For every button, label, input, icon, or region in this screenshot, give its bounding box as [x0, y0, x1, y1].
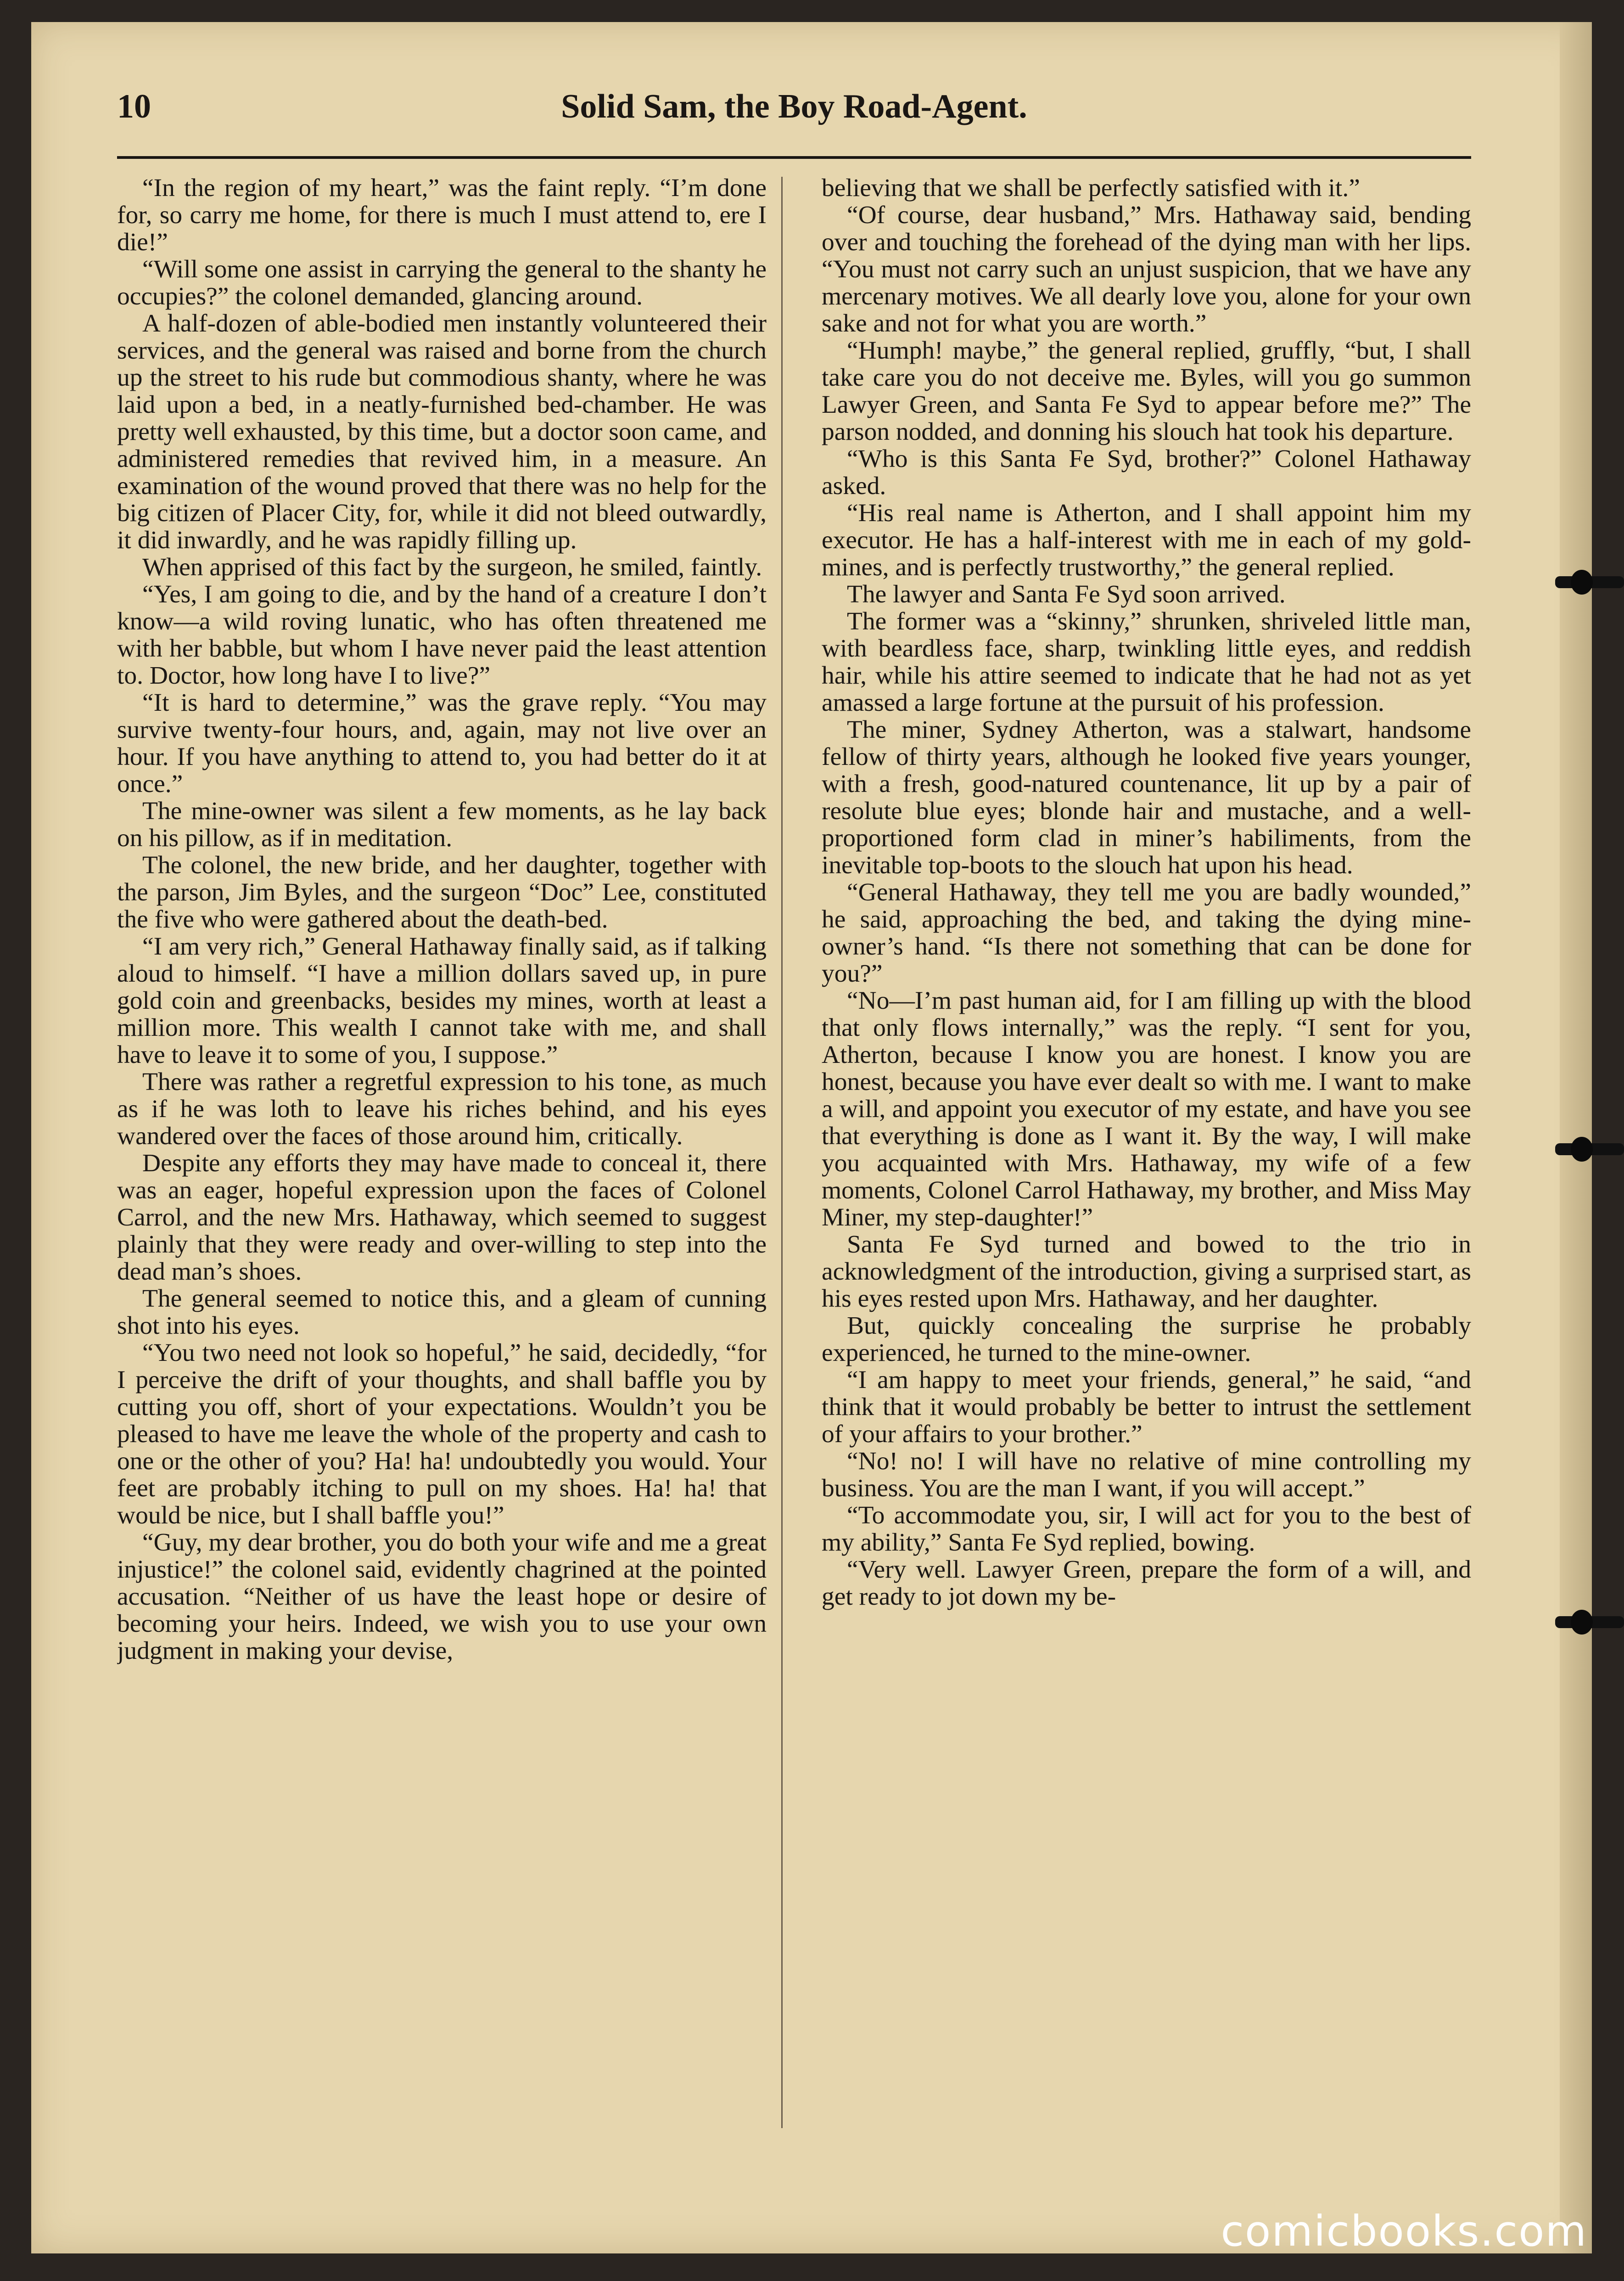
paragraph: “You two need not look so hopeful,” he said, decidedly, “for I perceive the drift of your thoughts, and shall baffle you by cutting you off, short of your expectations. Wouldn’t you be pleased to have me leave the whole of the property and cash to one or the other of you? Ha! ha! undoubtedly you would. Your feet are probably itching to pull on my shoes. Ha! ha! that would be nice, but I shall baffle you!”	[117, 1339, 767, 1529]
page-header	[117, 87, 1471, 147]
paragraph: “To accommodate you, sir, I will act for you to the best of my ability,” Santa Fe Syd replied, bowing.	[822, 1501, 1471, 1556]
paragraph: “No! no! I will have no relative of mine controlling my business. You are the man I want, if you will accept.”	[822, 1447, 1471, 1502]
paragraph: “I am happy to meet your friends, general,” he said, “and think that it would probably be better to intrust the settlement of your affairs to your brother.”	[822, 1366, 1471, 1448]
paragraph: “Guy, my dear brother, you do both your wife and me a great injustice!” the colonel said, evidently chagrined at the pointed accusation. “Neither of us have the least hope or desire of becoming your heirs. Indeed, we wish you to use your own judgment in making your devise,	[117, 1528, 767, 1665]
paragraph: “No—I’m past human aid, for I am filling up with the blood that only flows internally,” was the reply. “I sent for you, Atherton, because I know you are honest. I know you are honest, because you have ever dealt so with me. I want to make a will, and appoint you executor of my estate, and have you see that everything is done as I want it. By the way, I will make you acquainted with Mrs. Hathaway, my wife of a few moments, Colonel Carrol Hathaway, my brother, and Miss May Miner, my step-daughter!”	[822, 987, 1471, 1231]
running-title: Solid Sam, the Boy Road-Agent.	[561, 88, 1027, 125]
site-watermark: comicbooks.com	[1221, 2207, 1587, 2256]
paragraph: The general seemed to notice this, and a gleam of cunning shot into his eyes.	[117, 1285, 767, 1340]
paragraph: “Humph! maybe,” the general replied, gruffly, “but, I shall take care you do not deceive me. Byles, will you go summon Lawyer Green, and Santa Fe Syd to appear before me?” The parson nodded, and donning his slouch hat took his departure.	[822, 337, 1471, 446]
paragraph: A half-dozen of able-bodied men instantly volunteered their services, and the general was raised and borne from the church up the street to his rude but commodious shanty, where he was laid upon a bed, in a neatly-furnished bed-chamber. He was pretty well exhausted, by this time, but a doctor soon came, and administered remedies that revived him, in a measure. An examination of the wound proved that there was no help for the big citizen of Placer City, for, while it did not bleed outwardly, it did inwardly, and he was rapidly filling up.	[117, 309, 767, 554]
page-number: 10	[117, 88, 151, 125]
paragraph: believing that we shall be perfectly satisfied with it.”	[822, 174, 1360, 202]
paragraph: “Very well. Lawyer Green, prepare the form of a will, and get ready to jot down my be-	[822, 1556, 1471, 1611]
paragraph: “His real name is Atherton, and I shall appoint him my executor. He has a half-interest with me in each of my gold-mines, and is perfectly trustworthy,” the general replied.	[822, 499, 1471, 581]
paragraph: The lawyer and Santa Fe Syd soon arrived.	[847, 580, 1286, 608]
paragraph: “Who is this Santa Fe Syd, brother?” Colonel Hathaway asked.	[822, 445, 1471, 500]
paragraph: There was rather a regretful expression to his tone, as much as if he was loth to leave his riches behind, and his eyes wandered over the faces of those around him, critically.	[117, 1068, 767, 1150]
paragraph: “Will some one assist in carrying the general to the shanty he occupies?” the colonel demanded, glancing around.	[117, 255, 767, 310]
paragraph: “Yes, I am going to die, and by the hand of a creature I don’t know—a wild roving lunatic, who has often threatened me with her babble, but whom I have never paid the least attention to. Doctor, how long have I to live?”	[117, 580, 767, 690]
binding-staple	[1555, 1616, 1624, 1628]
left-column	[117, 174, 767, 2149]
paragraph: “It is hard to determine,” was the grave reply. “You may survive twenty-four hours, and, again, may not live over an hour. If you have anything to attend to, you had better do it at once.”	[117, 689, 767, 798]
page-edge	[1560, 22, 1592, 2253]
paragraph: “General Hathaway, they tell me you are badly wounded,” he said, approaching the bed, and taking the dying mine-owner’s hand. “Is there not something that can be done for you?”	[822, 878, 1471, 988]
paragraph: The miner, Sydney Atherton, was a stalwart, handsome fellow of thirty years, although he looked five years younger, with a fresh, good-natured countenance, lit up by a pair of resolute blue eyes; blonde hair and mustache, and a well-proportioned form clad in miner’s habiliments, from the inevitable top-boots to the slouch hat upon his head.	[822, 716, 1471, 879]
paragraph: “In the region of my heart,” was the faint reply. “I’m done for, so carry me home, for there is much I must attend to, ere I die!”	[117, 174, 767, 256]
paragraph: The mine-owner was silent a few moments, as he lay back on his pillow, as if in meditation.	[117, 797, 767, 852]
paragraph: “Of course, dear husband,” Mrs. Hathaway said, bending over and touching the forehead of the dying man with her lips. “You must not carry such an unjust suspicion, that we have any mercenary motives. We all dearly love you, alone for your own sake and not for what you are worth.”	[822, 201, 1471, 337]
column-divider	[781, 177, 783, 2128]
paragraph: The colonel, the new bride, and her daughter, together with the parson, Jim Byles, and the surgeon “Doc” Lee, constituted the five who were gathered about the death-bed.	[117, 851, 767, 933]
paragraph: “I am very rich,” General Hathaway finally said, as if talking aloud to himself. “I have a million dollars saved up, in pure gold coin and greenbacks, besides my mines, worth at least a million more. This wealth I cannot take with me, and shall have to leave it to some of you, I suppose.”	[117, 933, 767, 1069]
paragraph: Despite any efforts they may have made to conceal it, there was an eager, hopeful expression upon the faces of Colonel Carrol, and the new Mrs. Hathaway, which seemed to suggest plainly that they were ready and over-willing to step into the dead man’s shoes.	[117, 1149, 767, 1286]
paragraph: When apprised of this fact by the surgeon, he smiled, faintly.	[142, 553, 762, 581]
right-column	[822, 174, 1471, 2149]
header-rule	[117, 156, 1471, 159]
binding-staple	[1555, 576, 1624, 588]
paragraph: The former was a “skinny,” shrunken, shriveled little man, with beardless face, sharp, twinkling little eyes, and reddish hair, while his attire seemed to indicate that he had not as yet amassed a large fortune at the pursuit of his profession.	[822, 607, 1471, 717]
binding-staple	[1555, 1143, 1624, 1155]
paragraph: But, quickly concealing the surprise he probably experienced, he turned to the mine-owner.	[822, 1312, 1471, 1367]
paragraph: Santa Fe Syd turned and bowed to the trio in acknowledgment of the introduction, giving a surprised start, as his eyes rested upon Mrs. Hathaway, and her daughter.	[822, 1230, 1471, 1313]
